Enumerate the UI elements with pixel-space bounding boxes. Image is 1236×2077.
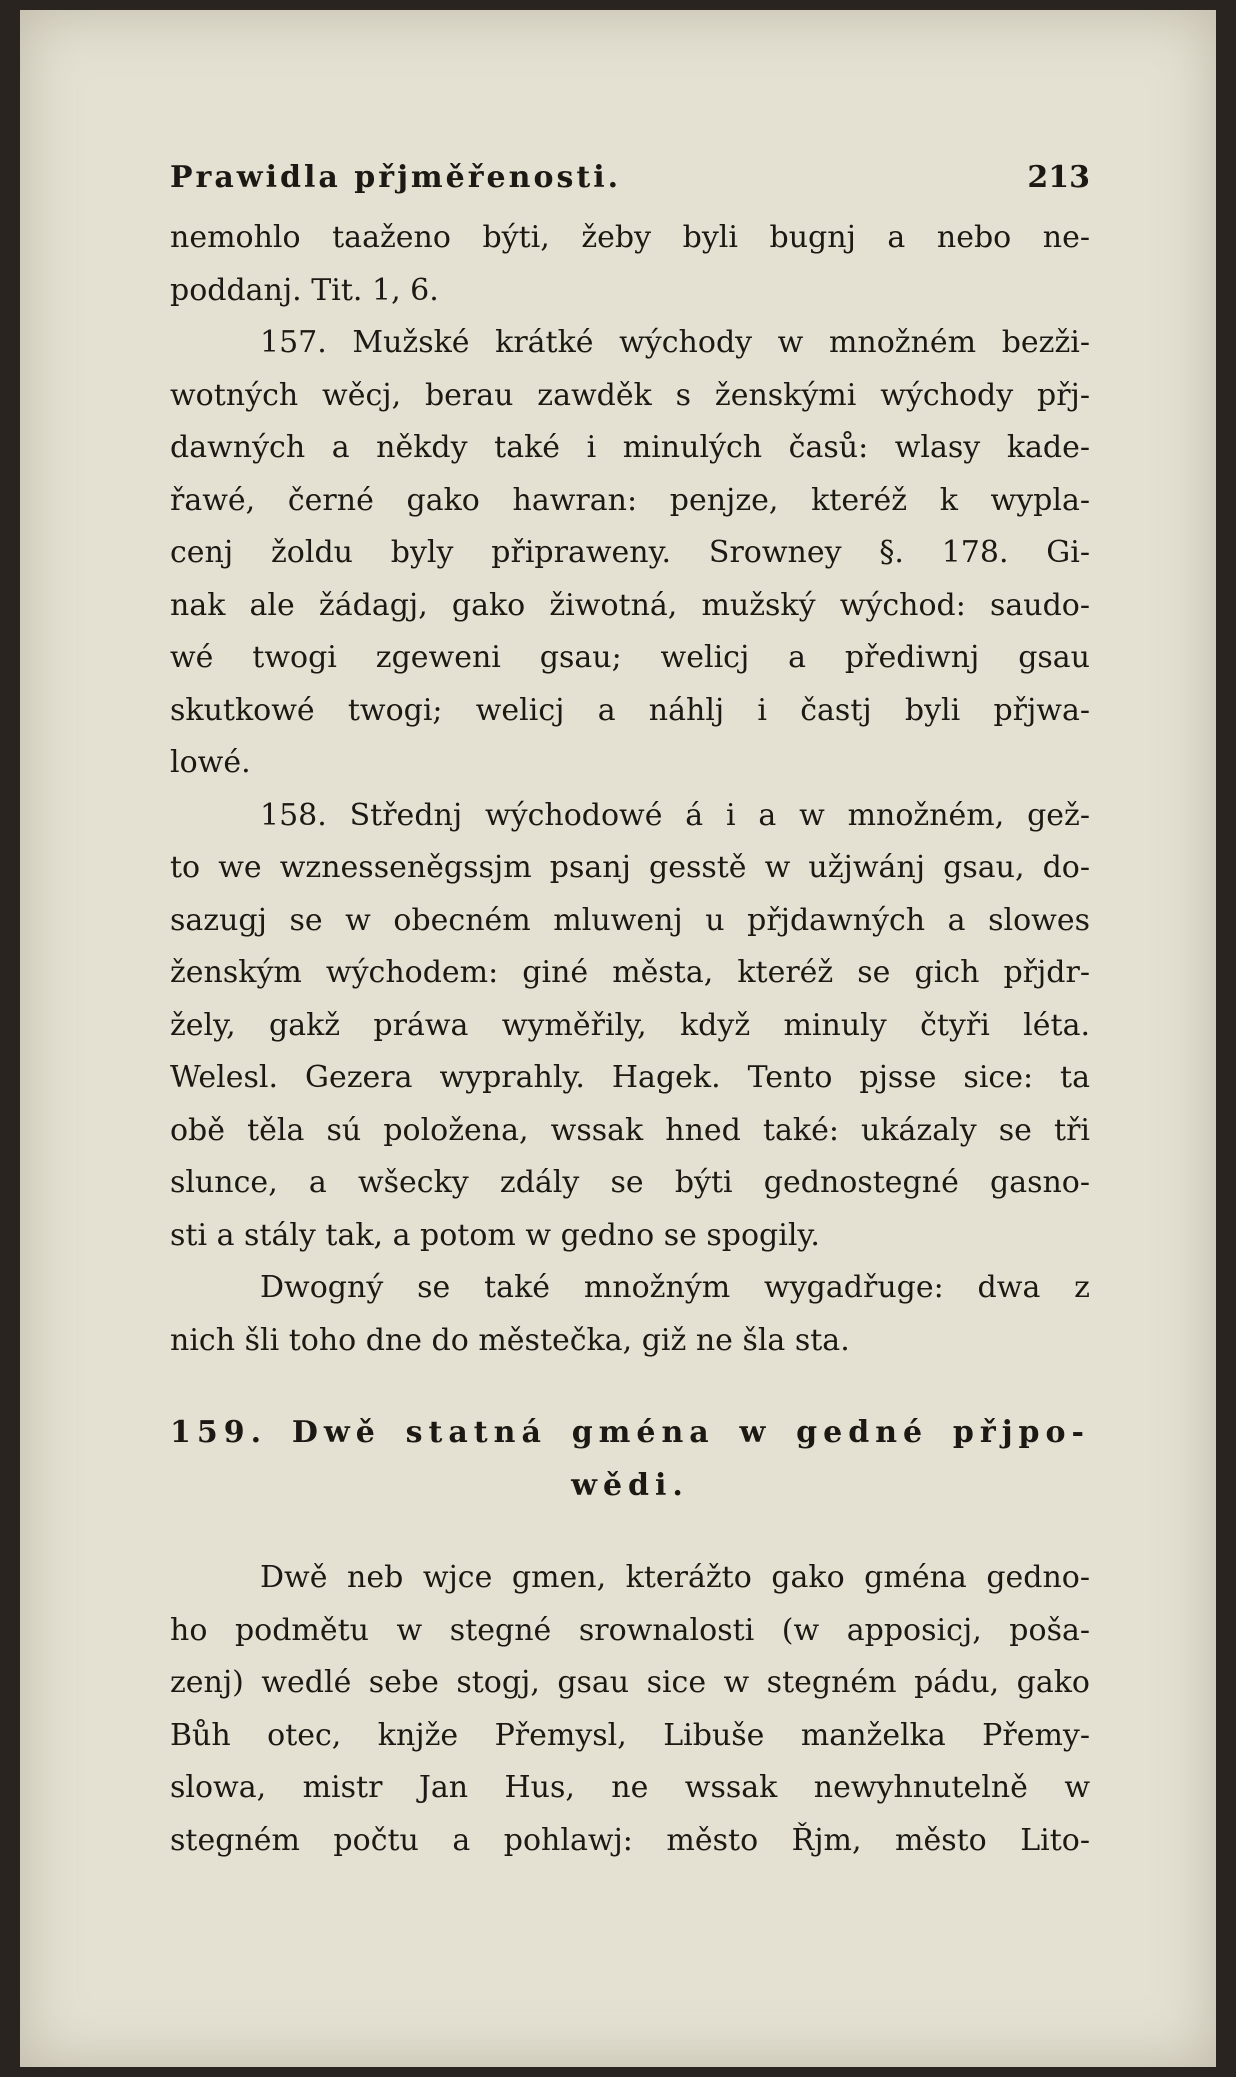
text-line: obě těla sú položena, wssak hned také: ukázaly se tři xyxy=(170,1112,1090,1148)
text-line: wotných wěcj, berau zawděk s ženskými wýchody přj- xyxy=(170,377,1090,413)
text-line: stegném počtu a pohlawj: město Řjm, město Lito- xyxy=(170,1822,1090,1858)
book-page xyxy=(20,10,1216,2067)
text-line: zenj) wedlé sebe stogj, gsau sice w stegném pádu, gako xyxy=(170,1665,1090,1700)
paragraph-159-start: Dwě neb wjce gmen, kterážto gako gména gedno- xyxy=(260,1560,1090,1595)
text-line: lowé. xyxy=(170,745,251,780)
text-line: wé twogi zgeweni gsau; welicj a přediwnj gsau xyxy=(170,640,1090,675)
text-line: sazugj se w obecném mluwenj u přjdawných a slowes xyxy=(170,902,1090,938)
text-line: řawé, černé gako hawran: penjze, kteréž k wypla- xyxy=(170,482,1090,518)
text-line: ho podmětu w stegné srownalosti (w apposicj, poša- xyxy=(170,1612,1090,1648)
text-line: cenj žoldu byly připraweny. Srowney §. 178. Gi- xyxy=(170,535,1090,570)
text-line: nich šli toho dne do městečka, giž ne šla sta. xyxy=(170,1322,850,1358)
text-line: ženským wýchodem: giné města, kteréž se gich přjdr- xyxy=(170,955,1090,990)
text-line: poddanj. Tit. 1, 6. xyxy=(170,272,439,308)
text-line: nak ale žádagj, gako žiwotná, mužský wýchod: saudo- xyxy=(170,587,1090,623)
page-number: 213 xyxy=(1027,160,1090,195)
text-line: dawných a někdy také i minulých časů: wlasy kade- xyxy=(170,430,1090,465)
text-line: slowa, mistr Jan Hus, ne wssak newyhnutelně w xyxy=(170,1770,1090,1805)
page-text xyxy=(170,160,1090,1867)
section-gap xyxy=(170,1367,1090,1407)
text-line: skutkowé twogi; welicj a náhlj i častj byli přjwa- xyxy=(170,692,1090,728)
text-line: to we wznesseněgssjm psanj gesstě w užjwánj gsau, do- xyxy=(170,850,1090,885)
text-line: Welesl. Gezera wyprahly. Hagek. Tento pjsse sice: ta xyxy=(170,1060,1090,1095)
section-159-heading-end: wědi. xyxy=(571,1467,689,1503)
running-header xyxy=(170,160,1090,204)
paragraph-dual-start: Dwogný se také množným wygadřuge: dwa z xyxy=(260,1270,1090,1305)
text-line: Bůh otec, knjže Přemysl, Libuše manželka Přemy- xyxy=(170,1717,1090,1753)
section-gap xyxy=(170,1512,1090,1552)
paragraph-157-start: 157. Mužské krátké wýchody w množném bezži- xyxy=(260,325,1090,360)
running-title: Prawidla přjměřenosti. xyxy=(170,160,622,195)
text-line: žely, gakž práwa wyměřily, když minuly čtyři léta. xyxy=(170,1007,1090,1043)
text-line: sti a stály tak, a potom w gedno se spogily. xyxy=(170,1217,820,1253)
paragraph-158-start: 158. Střednj wýchodowé á i a w množném, gež- xyxy=(260,797,1090,833)
text-line: slunce, a wšecky zdály se býti gednostegné gasno- xyxy=(170,1165,1090,1200)
text-line: nemohlo taaženo býti, žeby byli bugnj a nebo ne- xyxy=(170,220,1090,255)
section-159-heading: 159. Dwě statná gména w gedné přjpo- xyxy=(170,1415,1090,1450)
